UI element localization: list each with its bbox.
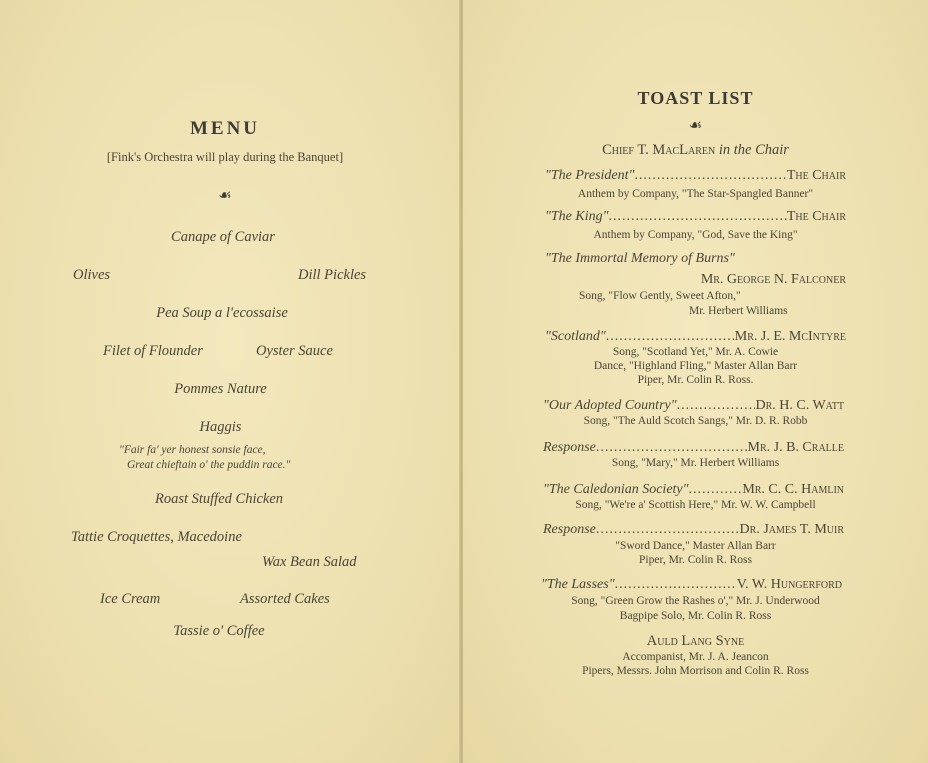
leader-dots — [689, 482, 743, 498]
leader-dots — [634, 168, 786, 184]
toast-speaker: The Chair — [786, 209, 846, 224]
toast-row-adopted-country — [543, 398, 844, 414]
toast-title: "Scotland" — [545, 329, 606, 344]
menu-item-ice-cream: Ice Cream — [100, 591, 161, 607]
chief-name: Chief T. MacLaren — [602, 142, 716, 158]
toast-detail: Song, "Green Grow the Rashes o'," Mr. J. Underwood — [571, 595, 820, 607]
leader-dots — [677, 398, 756, 414]
closing-title: Auld Lang Syne — [646, 633, 745, 649]
menu-item-pickles: Dill Pickles — [298, 267, 367, 283]
toast-speaker: Mr. C. C. Hamlin — [742, 482, 844, 497]
chief-role: in the Chair — [718, 142, 789, 158]
toast-title: "The King" — [545, 209, 609, 224]
fleuron-icon: ☙ — [688, 118, 703, 134]
toast-title: "The President" — [545, 168, 635, 183]
toast-detail: Bagpipe Solo, Mr. Colin R. Ross — [619, 610, 772, 622]
leader-dots — [596, 522, 740, 538]
toast-detail: Mr. Herbert Williams — [689, 305, 788, 317]
menu-item-coffee: Tassie o' Coffee — [173, 623, 265, 639]
toast-detail: Anthem by Company, "The Star-Spangled Banner" — [577, 188, 814, 200]
toast-speaker: V. W. Hungerford — [736, 577, 842, 592]
menu-item-olives: Olives — [73, 267, 111, 283]
toast-row-scotland — [545, 329, 846, 345]
toast-row-president — [545, 168, 846, 184]
toast-row-caledonian — [543, 482, 844, 498]
toast-title-burns: "The Immortal Memory of Burns" — [545, 251, 735, 266]
menu-item-chicken: Roast Stuffed Chicken — [154, 491, 284, 507]
leader-dots — [615, 577, 737, 593]
toast-detail: Song, "Scotland Yet," Mr. A. Cowie — [612, 346, 779, 358]
toast-detail: Piper, Mr. Colin R. Ross — [639, 554, 752, 566]
toast-list-title: TOAST LIST — [637, 88, 754, 108]
menu-item-cakes: Assorted Cakes — [240, 591, 330, 607]
toast-title: "The Lasses" — [541, 577, 615, 592]
toast-speaker: Mr. J. B. Cralle — [747, 440, 844, 455]
toast-speaker: Dr. H. C. Watt — [755, 398, 844, 413]
toast-detail: Song, "Flow Gently, Sweet Afton," — [579, 290, 741, 302]
leader-dots — [596, 440, 748, 456]
menu-item-canape: Canape of Caviar — [171, 229, 275, 245]
haggis-quote-line-2: Great chieftain o' the puddin race." — [127, 459, 291, 471]
toast-row-lasses — [541, 577, 842, 593]
fleuron-icon: ☙ — [218, 188, 232, 204]
toast-detail: Piper, Mr. Colin R. Ross. — [637, 374, 754, 386]
toast-row-response-2 — [543, 522, 844, 538]
menu-item-pommes: Pommes Nature — [174, 381, 267, 397]
menu-item-filet: Filet of Flounder — [103, 343, 203, 359]
menu-item-haggis: Haggis — [199, 419, 242, 435]
toast-detail: Song, "The Auld Scotch Sangs," Mr. D. R. Robb — [583, 415, 808, 427]
toast-title: Response — [543, 522, 596, 537]
menu-item-wax-bean: Wax Bean Salad — [262, 554, 357, 570]
menu-item-tattie: Tattie Croquettes, Macedoine — [71, 529, 242, 545]
menu-item-oyster-sauce: Oyster Sauce — [256, 343, 333, 359]
toast-detail: "Sword Dance," Master Allan Barr — [615, 540, 776, 552]
toast-detail: Anthem by Company, "God, Save the King" — [593, 229, 798, 241]
toast-speaker-burns: Mr. George N. Falconer — [700, 272, 846, 287]
toast-list-page — [463, 0, 928, 763]
menu-subtitle: [Fink's Orchestra will play during the Banquet] — [106, 150, 344, 164]
toast-detail: Song, "Mary," Mr. Herbert Williams — [611, 457, 780, 469]
toast-title: Response — [543, 440, 596, 455]
toast-row-response-1 — [543, 440, 844, 456]
toast-speaker: Mr. J. E. McIntyre — [734, 329, 846, 344]
toast-title: "Our Adopted Country" — [543, 398, 677, 413]
chief-line — [463, 142, 928, 159]
menu-page — [0, 0, 461, 763]
toast-speaker: Dr. James T. Muir — [739, 522, 844, 537]
menu-item-soup: Pea Soup a l'ecossaise — [156, 305, 288, 321]
toast-detail: Dance, "Highland Fling," Master Allan Barr — [593, 360, 798, 372]
toast-speaker: The Chair — [786, 168, 846, 183]
closing-pipers: Pipers, Messrs. John Morrison and Colin R. Ross — [582, 665, 809, 677]
leader-dots — [609, 209, 787, 225]
toast-detail: Song, "We're a' Scottish Here," Mr. W. W. Campbell — [575, 499, 816, 511]
haggis-quote-line-1: "Fair fa' yer honest sonsie face, — [119, 444, 266, 456]
toast-title: "The Caledonian Society" — [543, 482, 689, 497]
toast-row-king — [545, 209, 846, 225]
closing-accompanist: Accompanist, Mr. J. A. Jeancon — [622, 651, 769, 663]
menu-title: MENU — [189, 118, 261, 139]
leader-dots — [606, 329, 735, 345]
